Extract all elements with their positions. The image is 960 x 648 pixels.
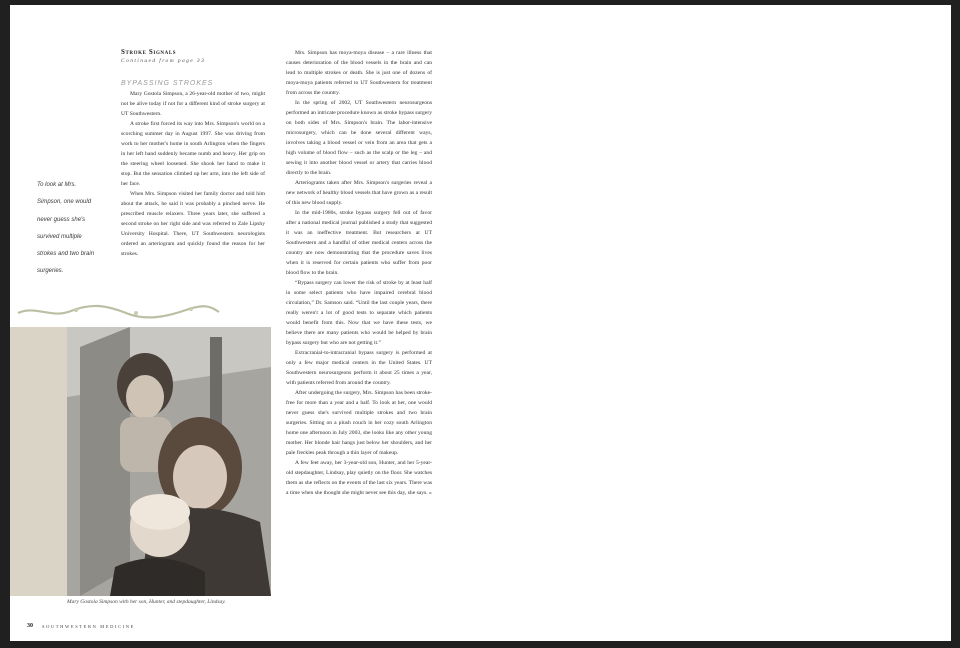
paragraph: After undergoing the surgery, Mrs. Simpson has been stroke-free for more than a year and a half. To look at her, one would never guess she's survived multiple strokes and two brain surgeries. Sitting on a plush couch in her cozy south Arlington home one afternoon in July 2003, she looks like any other young mother. Her blonde hair hangs just below her shoulders, and her pale freckles peak through a thin layer of makeup. (286, 390, 432, 456)
section-heading: BYPASSING STROKES (121, 80, 214, 87)
paragraph: Arteriograms taken after Mrs. Simpson's surgeries reveal a new network of healthy blood vessels that have grown as a result of this new blood supply. (286, 180, 432, 206)
photo-caption: Mary Gostola Simpson with her son, Hunter, and stepdaughter, Lindsay. (67, 599, 226, 605)
paragraph: In the mid-1980s, stroke bypass surgery fell out of favor after a national medical journal published a study that suggested it was an ineffective treatment. But researchers at UT Southwestern and a handful of other medical centers across the country are now demonstrating that the procedure saves lives when it is reserved for certain patients who suffer from poor blood flow to the brain. (286, 210, 432, 276)
paragraph: When Mrs. Simpson visited her family doctor and told him about the attack, he said it was probably a pinched nerve. He prescribed muscle relaxers. Three years later, she suffered a second stroke on her right side and was referred to Zale Lipshy University Hospital. There, UT Southwestern neurologists ordered an arteriogram and quickly found the reason for her strokes. (121, 191, 265, 257)
article-column-1 (121, 89, 265, 259)
continued-from-note: Continued from page 33 (121, 58, 206, 64)
publication-name: SOUTHWESTERN MEDICINE (42, 624, 135, 629)
paragraph: Mary Gostola Simpson, a 26-year-old mother of two, might not be alive today if not for a different kind of stroke surgery at UT Southwestern. (121, 91, 265, 117)
family-photo (10, 327, 271, 596)
magazine-page (10, 5, 951, 641)
pull-quote: To look at Mrs. Simpson, one would never guess she's survived multiple strokes and two brain surgeries. (37, 182, 95, 275)
paragraph: “Bypass surgery can lower the risk of stroke by at least half in some select patients who have impaired cerebral blood circulation,” Dr. Samson said. “Until the last couple years, there really weren't a lot of good tests to separate which patients would benefit from this. Now that we have these tests, we believe there are many patients who would be helped by brain bypass surgery but who are not getting it.” (286, 280, 432, 346)
paragraph: A stroke first forced its way into Mrs. Simpson's world on a scorching summer day in August 1997. She was driving from work to her mother's home in south Arlington when the fingers in her left hand suddenly became numb and heavy. Her grip on the steering wheel loosened. She shook her hand to make it stop. But the sensation climbed up her arm, into the left side of her face. (121, 121, 265, 187)
paragraph: In the spring of 2002, UT Southwestern neurosurgeons performed an intricate procedure known as stroke bypass surgery on both sides of Mrs. Simpson's brain. The labor-intensive microsurgery, which can be done several different ways, involves taking a blood vessel or vein from an area that gets a high volume of blood flow – such as the scalp or the leg – and sewing it into another blood vessel or artery that carries blood directly to the brain. (286, 100, 432, 176)
decorative-vine (16, 301, 221, 321)
page-number: 30 (27, 623, 33, 629)
section-title: Stroke Signals (121, 48, 177, 56)
paragraph: A few feet away, her 3-year-old son, Hunter, and her 5-year-old stepdaughter, Lindsay, play quietly on the floor. She watches them as she reflects on the events of the last six years. There was a time when she thought she might never see this day, she says. » (286, 460, 432, 496)
paragraph: Mrs. Simpson has moya-moya disease – a rare illness that causes deterioration of the blood vessels in the brain and can lead to multiple strokes or death. She is just one of dozens of moya-moya patients referred to UT Southwestern for treatment from across the country. (286, 50, 432, 96)
article-column-2 (286, 48, 432, 498)
paragraph: Extracranial-to-intracranial bypass surgery is performed at only a few major medical centers in the United States. UT Southwestern neurosurgeons perform it about 25 times a year, with patients referred from around the country. (286, 350, 432, 386)
